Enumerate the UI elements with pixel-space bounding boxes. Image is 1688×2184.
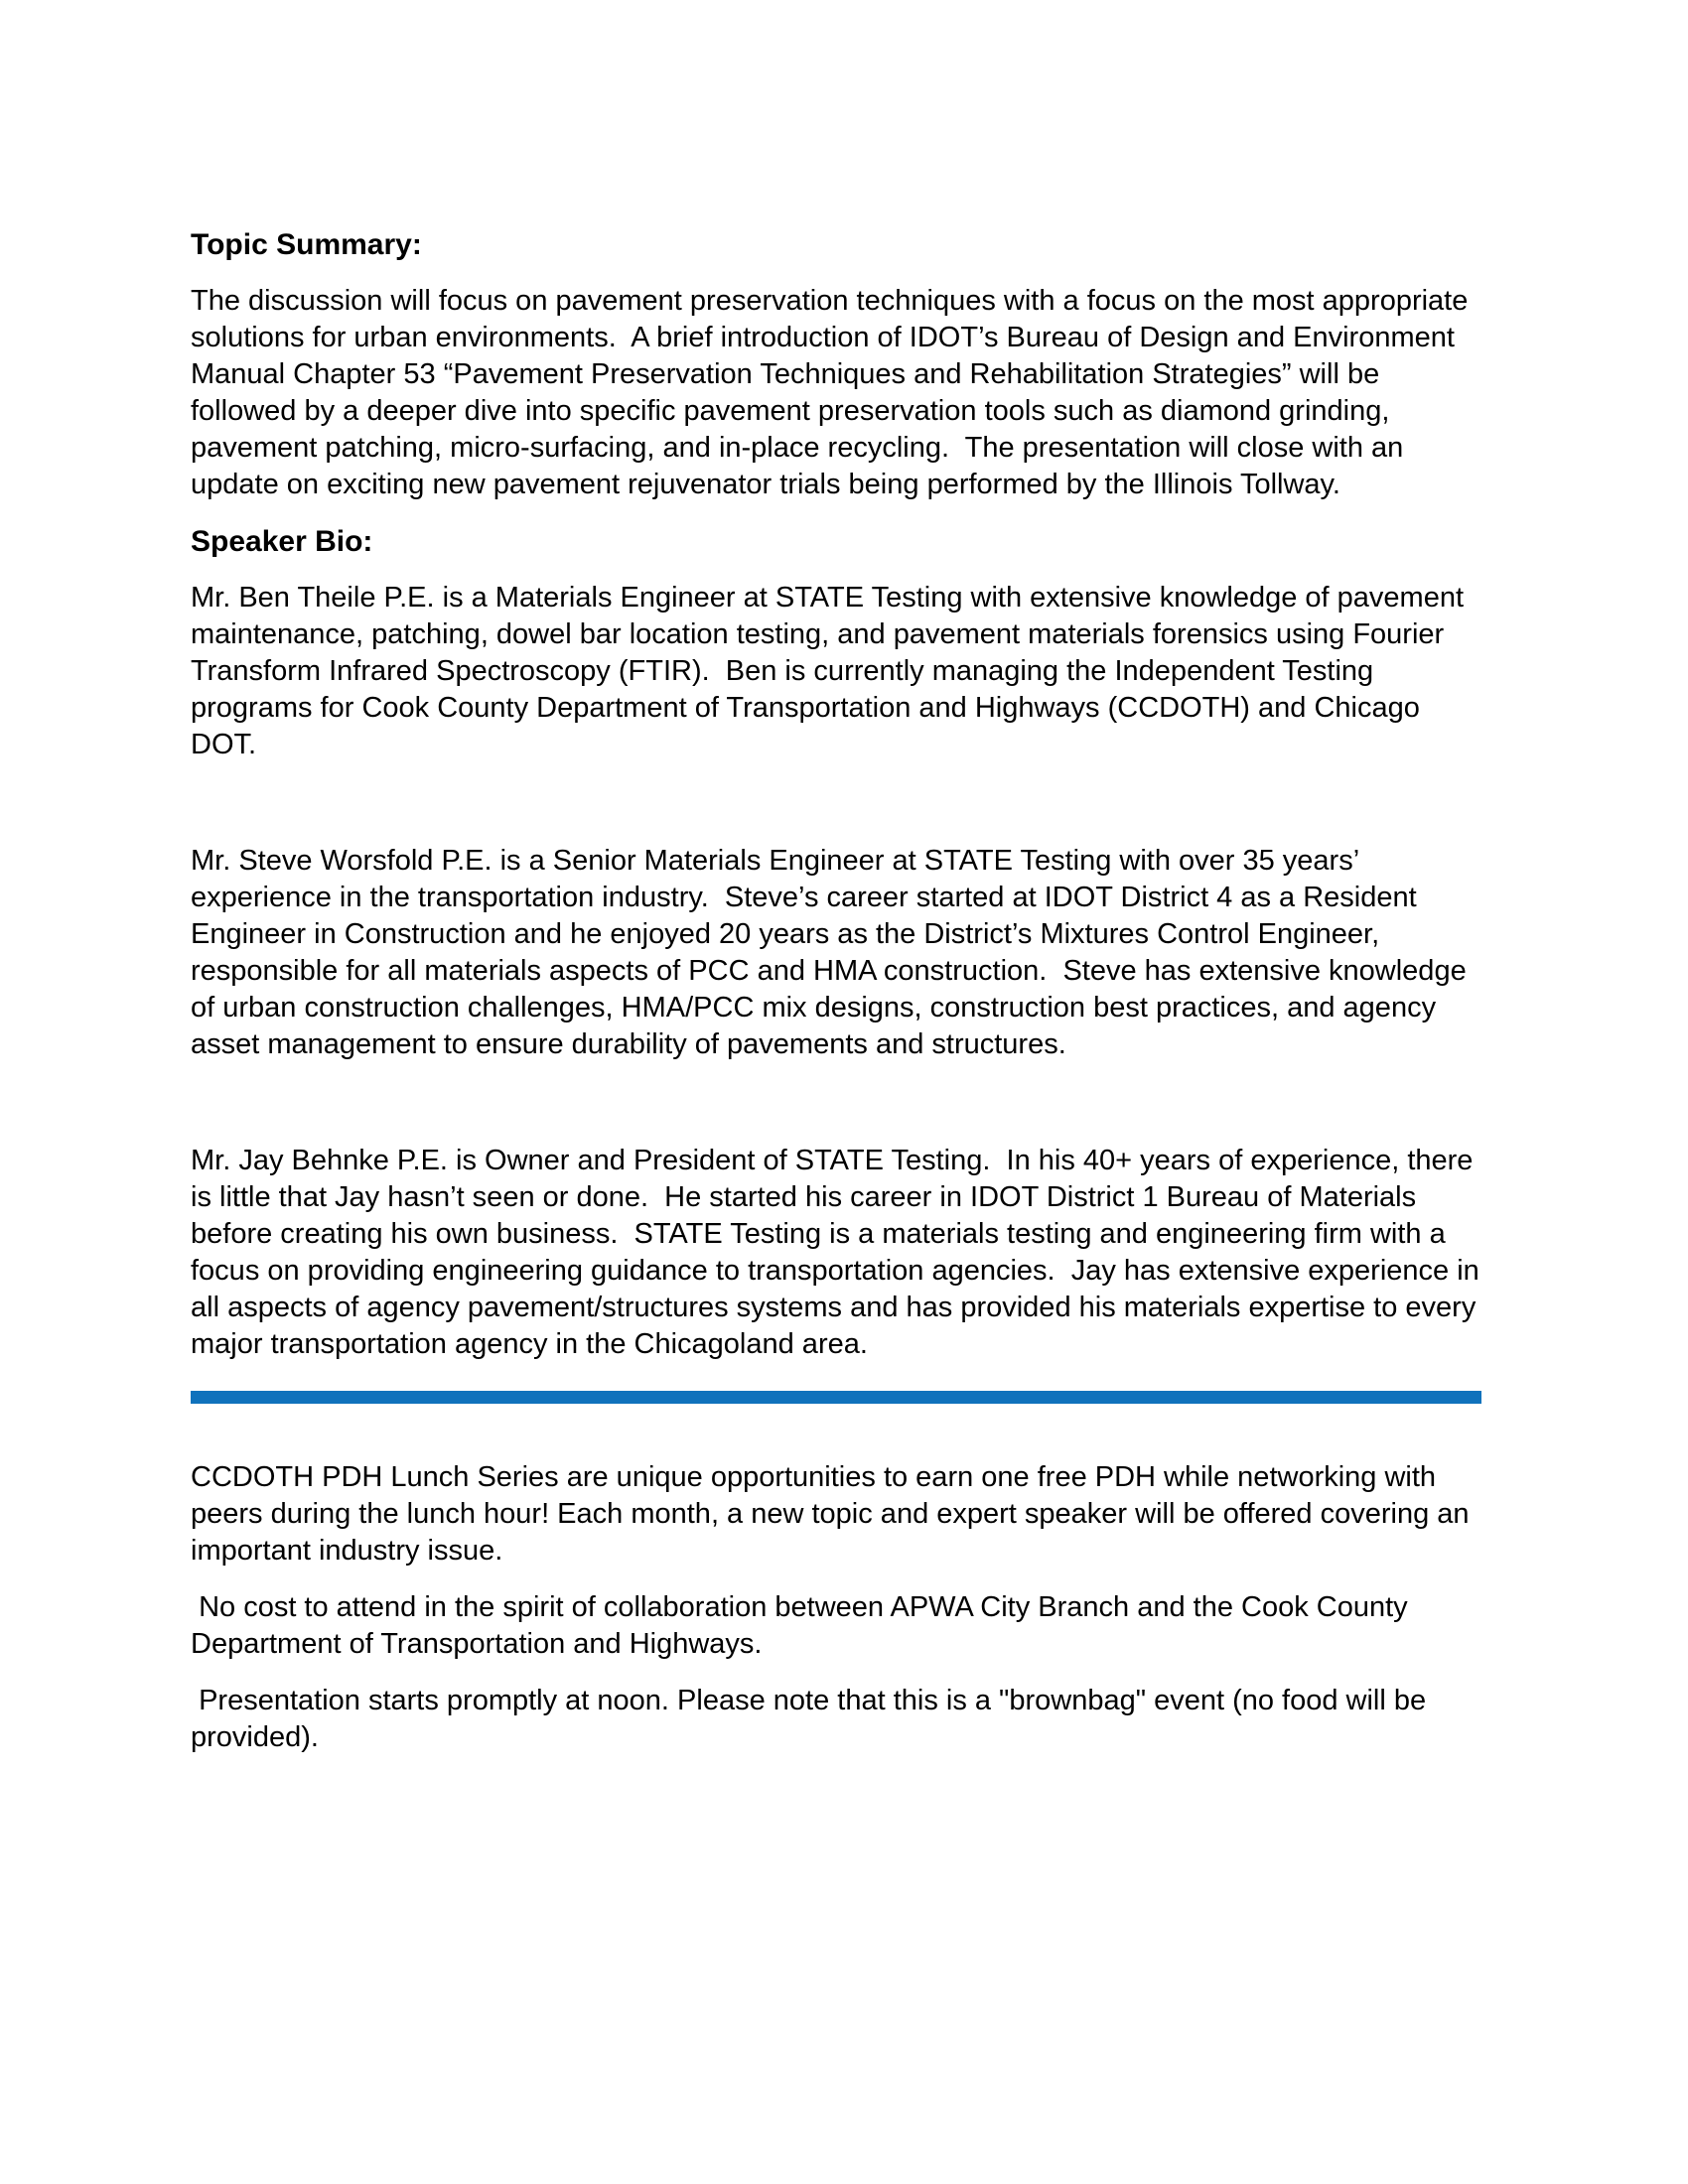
speaker-bio-steve-worsfold: Mr. Steve Worsfold P.E. is a Senior Materials Engineer at STATE Testing with over 35 years’ experience in the transportation industry. Steve’s career started at IDOT District 4 as a Resident Engineer in Construction and he enjoyed 20 years as the District’s Mixtures Control Engineer, responsible for all materials aspects of PCC and HMA construction. Steve has extensive knowledge of urban construction challenges, HMA/PCC mix designs, construction best practices, and agency asset management to ensure durability of pavements and structures.	[191, 845, 1475, 1060]
speaker-bio-ben-theile: Mr. Ben Theile P.E. is a Materials Engineer at STATE Testing with extensive knowledge of pavement maintenance, patching, dowel bar location testing, and pavement materials forensics using Fourier Transform Infrared Spectroscopy (FTIR). Ben is currently managing the Independent Testing programs for Cook County Department of Transportation and Highways (CCDOTH) and Chicago DOT.	[191, 582, 1473, 760]
speaker-bio-jay-behnke: Mr. Jay Behnke P.E. is Owner and President of STATE Testing. In his 40+ years of experience, there is little that Jay hasn’t seen or done. He started his career in IDOT District 1 Bureau of Materials before creating his own business. STATE Testing is a materials testing and engineering firm with a focus on providing engineering guidance to transportation agencies. Jay has extensive experience in all aspects of agency pavement/structures systems and has provided his materials expertise to every major transportation agency in the Chicagoland area.	[191, 1145, 1487, 1360]
blank-line	[191, 783, 1481, 843]
brownbag-paragraph: Presentation starts promptly at noon. Please note that this is a "brownbag" event (no food will be provided).	[191, 1685, 1435, 1753]
no-cost-paragraph: No cost to attend in the spirit of collaboration between APWA City Branch and the Cook County Department of Transportation and Highways.	[191, 1591, 1416, 1660]
blue-divider	[191, 1391, 1481, 1404]
document-content	[191, 226, 1487, 1756]
lunch-series-paragraph: CCDOTH PDH Lunch Series are unique opportunities to earn one free PDH while networking with peers during the lunch hour! Each month, a new topic and expert speaker will be offered covering an important industry issue.	[191, 1461, 1477, 1567]
topic-summary-heading: Topic Summary:	[191, 228, 422, 261]
blank-line	[191, 1083, 1481, 1143]
topic-summary-paragraph: The discussion will focus on pavement preservation techniques with a focus on the most appropriate solutions for urban environments. A brief introduction of IDOT’s Bureau of Design and Environment Manual Chapter 53 “Pavement Preservation Techniques and Rehabilitation Strategies” will be followed by a deeper dive into specific pavement preservation tools such as diamond grinding, pavement patching, micro-surfacing, and in-place recycling. The presentation will close with an update on exciting new pavement rejuvenator trials being performed by the Illinois Tollway.	[191, 285, 1477, 500]
speaker-bio-heading: Speaker Bio:	[191, 525, 373, 558]
